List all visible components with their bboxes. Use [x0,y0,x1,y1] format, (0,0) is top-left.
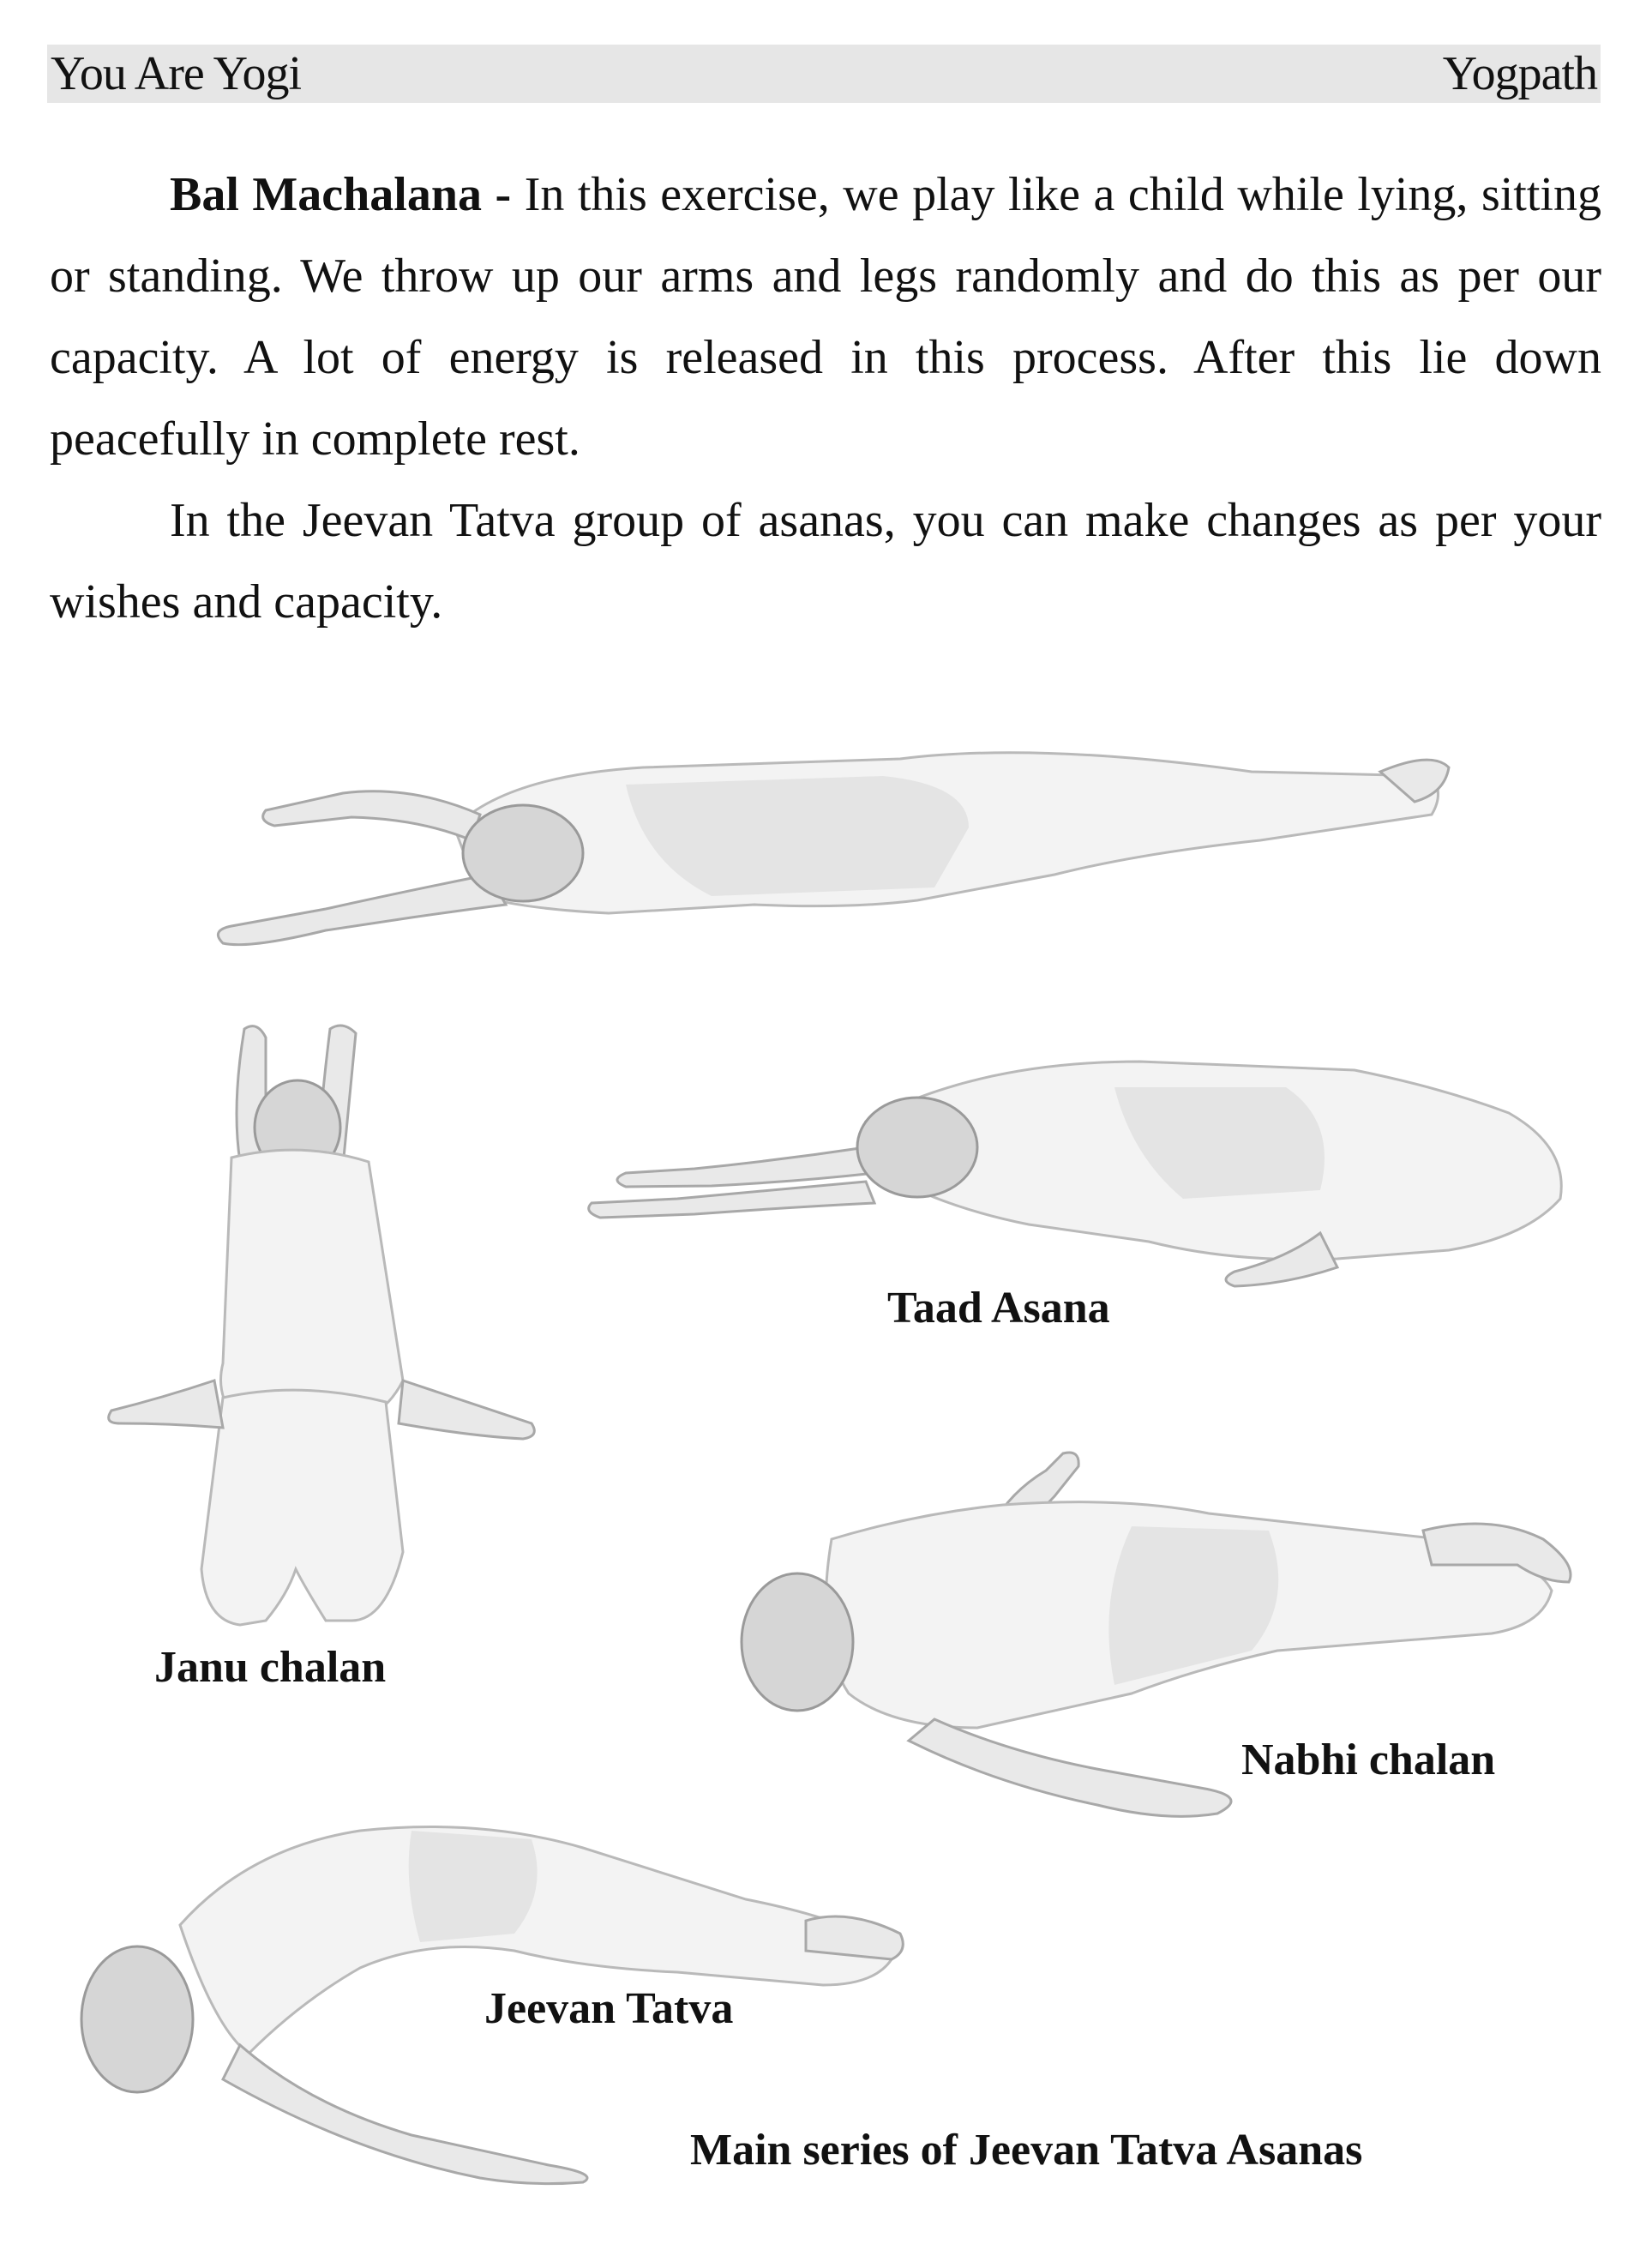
figure-janu-chalan [94,1020,557,1638]
lying-person-arms-overhead-photo [197,725,1457,952]
page-header [47,45,1601,103]
paragraph-jeevan-tatva: In the Jeevan Tatva group of asanas, you can make changes as per your wishes and capacity. [50,494,1601,629]
term-bal-machalana: Bal Machalana - [170,168,512,221]
figure-taad-asana [583,1053,1569,1310]
figure-nabhi-chalan [720,1445,1586,1848]
caption-jeevan-tatva: Jeevan Tatva [484,1984,734,2033]
kneeling-person-arms-up-photo [94,1020,557,1638]
caption-taad-asana: Taad Asana [887,1284,1110,1333]
body-text [50,154,1601,643]
lying-person-nabhi-chalan-photo [720,1445,1586,1848]
paragraph-bal-machalana-text: In this exercise, we play like a child while lying, sitting or standing. We throw up our arms and legs randomly and do this as per our capacity. A lot of energy is released in this process. After this lie down peacefully in complete rest. [50,168,1601,466]
caption-nabhi-chalan: Nabhi chalan [1241,1736,1496,1784]
lying-person-taad-asana-photo [583,1053,1569,1310]
paragraph-bal-machalana [50,154,1601,480]
caption-main-series: Main series of Jeevan Tatva Asanas [690,2126,1363,2175]
header-book-title: You Are Yogi [51,47,302,100]
header-section-title: Yogpath [1442,47,1597,100]
figure-bal-machalana [197,725,1457,952]
caption-janu-chalan: Janu chalan [154,1643,387,1692]
